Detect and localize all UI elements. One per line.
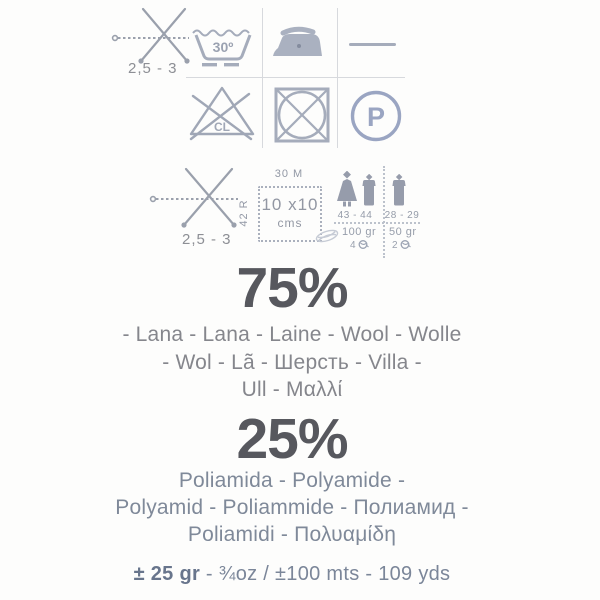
- iron-icon: [271, 25, 325, 59]
- wool-line-2: - Wol - Lã - Шерсть - Villa -: [162, 350, 422, 374]
- polyamide-line-1: Poliamida - Polyamide -: [178, 469, 406, 492]
- dryclean-p-icon: [349, 89, 403, 143]
- skein-icon: [314, 227, 340, 245]
- length-details: - ¾oz / ±100 mts - 109 yds: [205, 563, 451, 585]
- knitting-needles-icon: [110, 6, 192, 68]
- no-bleach-icon: [187, 83, 257, 143]
- adult-balls-count: 4: [350, 240, 356, 251]
- polyamide-line-2: Polyamid - Poliammide - Полиамид -: [115, 496, 469, 519]
- needle-size-label: 2,5 - 3: [182, 231, 232, 248]
- child-balls: [392, 239, 411, 251]
- wool-percent: 75%: [236, 256, 348, 320]
- adult-weight-label: 100 gr: [342, 226, 377, 238]
- gauge-rows-label: 42 R: [238, 199, 250, 227]
- child-size-label: 28 - 29: [384, 210, 420, 221]
- child-balls-count: 2: [392, 240, 398, 251]
- needle-size-label: 2,5 - 3: [128, 60, 178, 77]
- ball-icon: [400, 239, 411, 250]
- grid-divider-vertical-1: [262, 8, 263, 148]
- child-figure-icon: [390, 174, 408, 208]
- adult-figures-icon: [335, 171, 359, 209]
- wool-translations: [0, 321, 592, 404]
- bleach-letters: CL: [214, 120, 230, 134]
- grid-divider-horizontal: [186, 77, 405, 78]
- gauge-square-icon: [258, 186, 322, 242]
- weight-length-line: [0, 563, 592, 586]
- wool-line-3: Ull - Μαλλί: [241, 378, 343, 401]
- adult-figures-icon: [360, 174, 378, 208]
- adult-balls: [350, 239, 369, 251]
- gauge-unit-label: cms: [277, 216, 303, 230]
- adult-size-label: 43 - 44: [337, 210, 373, 221]
- polyamide-translations: [0, 467, 592, 548]
- dry-flat-icon: [349, 43, 396, 46]
- ball-icon: [358, 239, 369, 250]
- wool-line-1: - Lana - Lana - Laine - Wool - Wolle: [122, 323, 462, 346]
- wash-temp-label: 30º: [212, 39, 234, 55]
- wash-basin-icon: [190, 24, 256, 68]
- polyamide-percent: 25%: [236, 407, 348, 471]
- no-tumble-dry-icon: [273, 86, 331, 144]
- weight-value: ± 25 gr: [133, 563, 201, 585]
- knitting-needles-icon: [148, 166, 240, 230]
- requirements-row-divider: [334, 222, 420, 224]
- polyamide-line-3: Poliamidi - Πολυαμίδη: [187, 523, 397, 546]
- dryclean-letter: P: [366, 102, 386, 132]
- gauge-square-label: 10 x10: [261, 195, 319, 214]
- child-weight-label: 50 gr: [389, 226, 417, 238]
- gauge-stitches-label: 30 M: [274, 168, 304, 180]
- grid-divider-vertical-2: [337, 8, 338, 148]
